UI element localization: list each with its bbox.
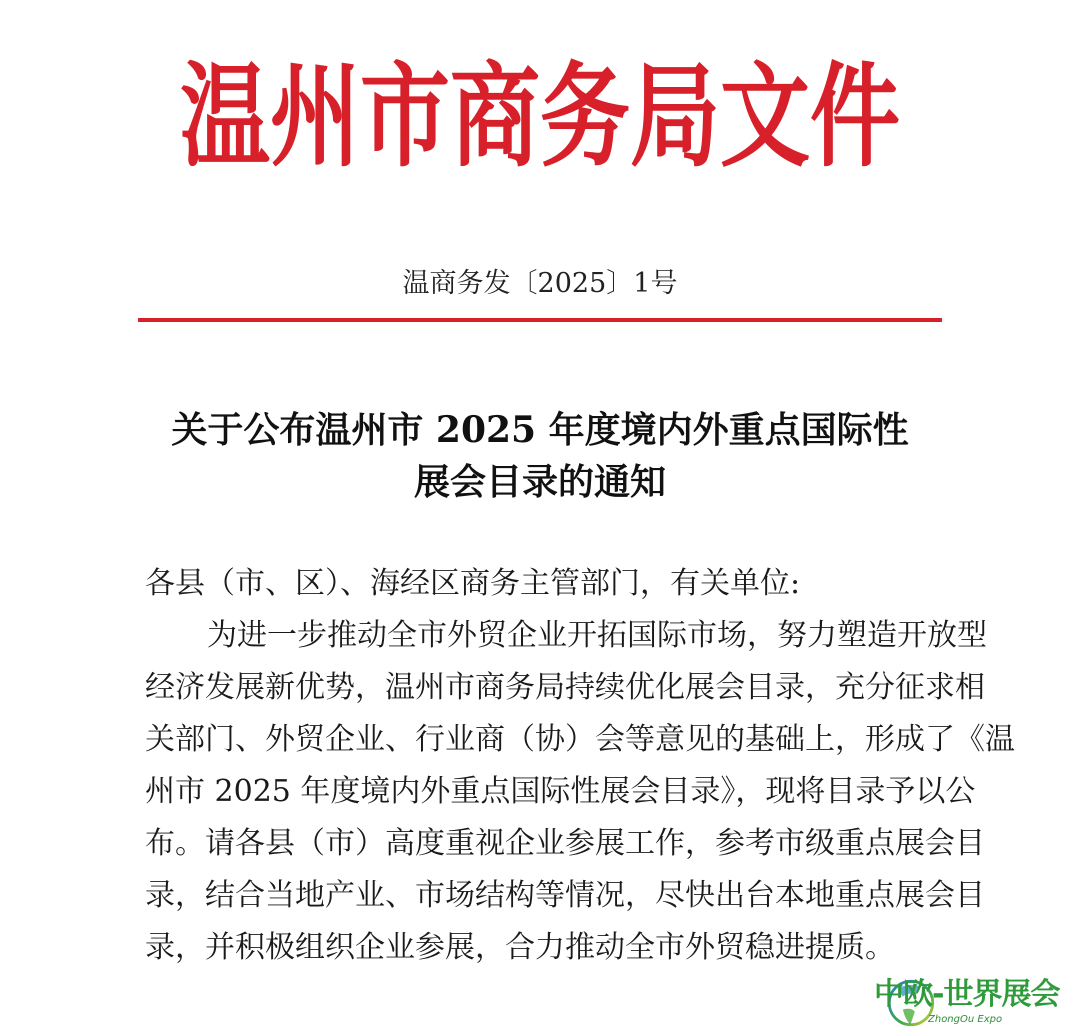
logo-text: 中欧-世界展会 bbox=[874, 977, 1060, 1012]
body-line: 录，并积极组织企业参展，合力推动全市外贸稳进提质。 bbox=[145, 930, 895, 965]
body-line: 经济发展新优势，温州市商务局持续优化展会目录，充分征求相 bbox=[145, 670, 985, 705]
notice-title bbox=[0, 404, 1080, 508]
body-line: 为进一步推动全市外贸企业开拓国际市场，努力塑造开放型 bbox=[207, 618, 987, 653]
notice-title-line: 关于公布温州市 2025 年度境内外重点国际性 bbox=[171, 409, 909, 451]
salutation: 各县（市、区）、海经区商务主管部门，有关单位: bbox=[145, 566, 801, 601]
document-number: 温商务发〔2025〕1号 bbox=[402, 268, 678, 299]
notice-body bbox=[145, 558, 1015, 974]
document-header-title: 温州市商务局文件 bbox=[180, 50, 900, 183]
notice-title-line: 展会目录的通知 bbox=[413, 461, 666, 503]
zhongou-expo-logo bbox=[866, 978, 1072, 1028]
red-divider bbox=[138, 318, 942, 322]
body-line: 州市 2025 年度境内外重点国际性展会目录》，现将目录予以公 bbox=[145, 774, 976, 809]
body-line: 关部门、外贸企业、行业商（协）会等意见的基础上，形成了《温 bbox=[145, 722, 1015, 757]
body-line: 布。请各县（市）高度重视企业参展工作，参考市级重点展会目 bbox=[145, 826, 985, 861]
logo-subtext: ZhongOu Expo bbox=[928, 1014, 1003, 1025]
body-line: 录，结合当地产业、市场结构等情况，尽快出台本地重点展会目 bbox=[145, 878, 985, 913]
